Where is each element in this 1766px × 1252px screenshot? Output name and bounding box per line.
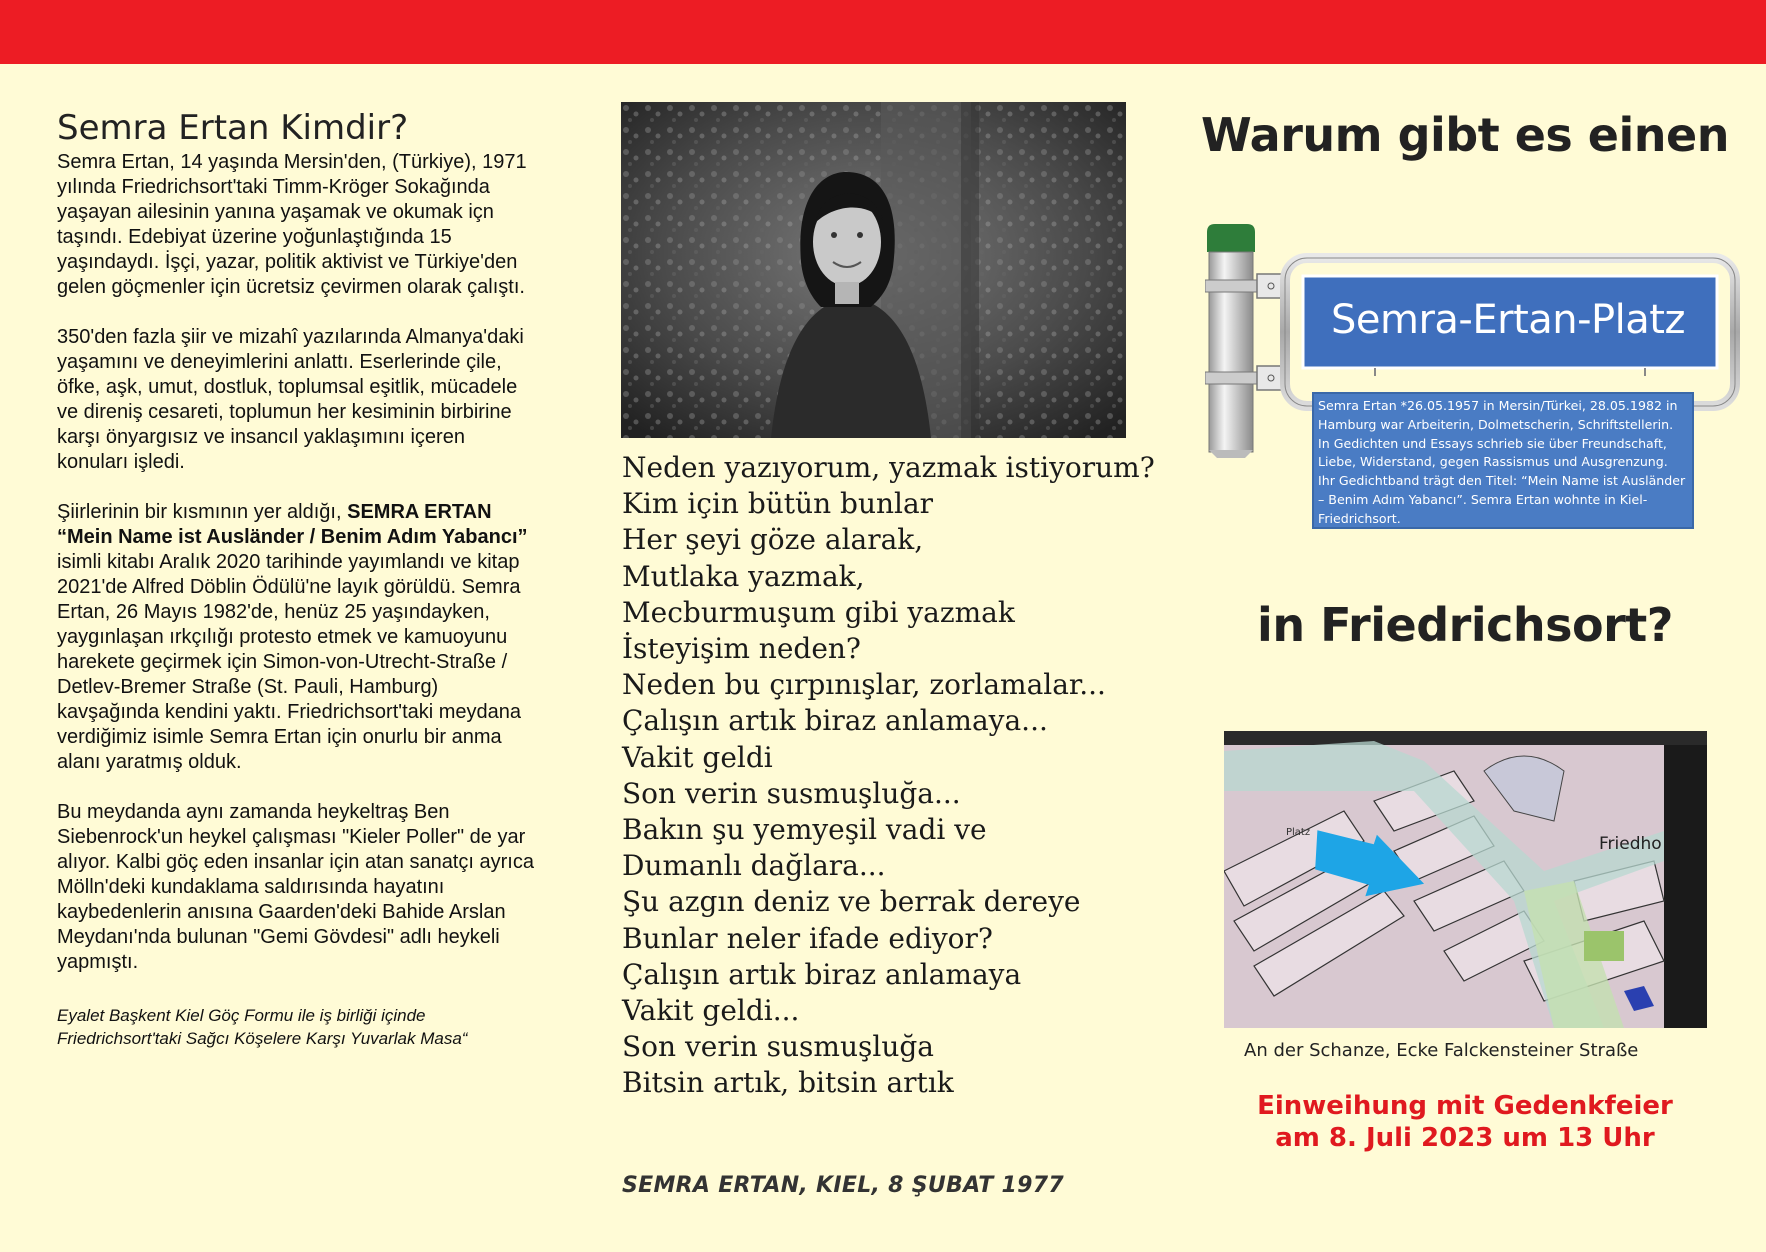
map-label-platz: Platz <box>1286 827 1311 838</box>
top-red-bar <box>0 0 1766 64</box>
poem-line: Çalışın artık biraz anlamaya <box>622 957 1022 991</box>
poem-line: Şu azgın deniz ve berrak dereye <box>622 885 1081 919</box>
poem-line: Son verin susmuşluğa <box>622 1030 934 1064</box>
poem-line: Her şeyi göze alarak, <box>622 523 924 557</box>
event-line-2: am 8. Juli 2023 um 13 Uhr <box>1275 1123 1655 1153</box>
poem-line: Neden bu çırpınışlar, zorlamalar... <box>622 668 1106 702</box>
poem-signature: SEMRA ERTAN, KIEL, 8 ŞUBAT 1977 <box>622 1173 1064 1198</box>
credit-line-1: Eyalet Başkent Kiel Göç Formu ile iş birliği içinde <box>57 1006 426 1025</box>
poem-line: Bitsin artık, bitsin artık <box>622 1066 954 1100</box>
poem-line: Mecburmuşum gibi yazmak <box>622 595 1015 629</box>
poem-line: Kim için bütün bunlar <box>622 487 934 521</box>
poem-line: Bakın şu yemyeşil vadi ve <box>622 813 987 847</box>
map-label-street: Friedho <box>1599 834 1662 854</box>
poem-line: Mutlaka yazmak, <box>622 559 865 593</box>
left-column <box>57 108 537 1000</box>
poem-line: Bunlar neler ifade ediyor? <box>622 921 993 955</box>
poem-line: Vakit geldi <box>622 740 773 774</box>
book-title: SEMRA ERTAN “Mein Name ist Ausländer / Benim Adım Yabancı” <box>57 501 528 548</box>
map-photo <box>1224 731 1707 1028</box>
poem-line: İsteyişim neden? <box>622 632 861 666</box>
paragraph-works: 350'den fazla şiir ve mizahî yazılarında Almanya'daki yaşamını ve deneyimlerini anlattı. Eserlerinde çile, öfke, aşk, umut, dostluk, toplumsal eşitlik, mücadele ve direniş cesareti, toplumun her kesiminin birbirine karşı önyargısız ve insancıl yaklaşımını içeren konuları işledi. <box>57 326 524 473</box>
credit-note <box>57 1004 537 1050</box>
event-line-1: Einweihung mit Gedenkfeier <box>1257 1091 1673 1121</box>
info-box: Semra Ertan *26.05.1957 in Mersin/Türkei, 28.05.1982 in Hamburg war Arbeiterin, Dolmetscherin, Schriftstellerin. In Gedichten und Essays schrieb sie über Freundschaft, Liebe, Widerstand, gegen Rassismus und Ausgrenzung. Ihr Gedichtband trägt den Titel: “Mein Name ist Ausländer – Benim Adım Yabancı”. Semra Ertan wohnte in Kiel-Friedrichsort. <box>1312 392 1694 529</box>
street-sign-text: Semra-Ertan-Platz <box>1331 297 1685 343</box>
heading-top: Warum gibt es einen <box>1201 108 1729 162</box>
map-caption: An der Schanze, Ecke Falckensteiner Straße <box>1244 1040 1639 1061</box>
poem-line: Son verin susmuşluğa... <box>622 776 961 810</box>
portrait-photo <box>621 102 1126 438</box>
heading-bottom: in Friedrichsort? <box>1257 598 1673 652</box>
poem-line: Dumanlı dağlara... <box>622 849 886 883</box>
poem <box>622 450 1182 1102</box>
poem-line: Neden yazıyorum, yazmak istiyorum? <box>622 451 1155 484</box>
paragraph-sculpture: Bu meydanda aynı zamanda heykeltraş Ben Siebenrock'un heykel çalışması "Kieler Poller" de yar alıyor. Kalbi göç eden insanlar için atan sanatçı ayrıca Mölln'deki kundaklama saldırısında hayatını kaybedenlerin anısına Gaarden'deki Bahide Arslan Meydanı'nda bulunan "Gemi Gövdesi" adlı heykeli yapmıştı. <box>57 801 534 973</box>
credit-line-2: Friedrichsort'taki Sağcı Köşelere Karşı Yuvarlak Masa“ <box>57 1029 468 1048</box>
event-announcement <box>1200 1090 1730 1154</box>
poem-line: Vakit geldi... <box>622 994 800 1028</box>
book-rest: isimli kitabı Aralık 2020 tarihinde yayımlandı ve kitap 2021'de Alfred Döblin Ödülü'ne layık görüldü. Semra Ertan, 26 Mayıs 1982'de, henüz 25 yaşındayken, yaygınlaşan ırkçılığı protesto etmek ve kamuoyunu harekete geçirmek için Simon-von-Utrecht-Straße / Detlev-Bremer Straße (St. Pauli, Hamburg) kavşağında kendini yaktı. Friedrichsort'taki meydana verdiğimiz isimle Semra Ertan için onurlu bir anma alanı yaratmış olduk. <box>57 551 522 773</box>
paragraph-biography: Semra Ertan, 14 yaşında Mersin'den, (Türkiye), 1971 yılında Friedrichsort'taki Timm-Kröger Sokağında yaşayan ailesinin yanına yaşamak ve okumak içn taşındı. Edebiyat üzerine yoğunlaştığında 15 yaşındaydı. İşçi, yazar, politik aktivist ve Türkiye'den gelen göçmenler için ücretsiz çevirmen olarak çalıştı. <box>57 151 527 298</box>
poem-line: Çalışın artık biraz anlamaya... <box>622 704 1048 738</box>
book-intro: Şiirlerinin bir kısmının yer aldığı, <box>57 501 348 523</box>
section-title: Semra Ertan Kimdir? <box>57 108 409 148</box>
paragraph-book <box>57 500 537 775</box>
